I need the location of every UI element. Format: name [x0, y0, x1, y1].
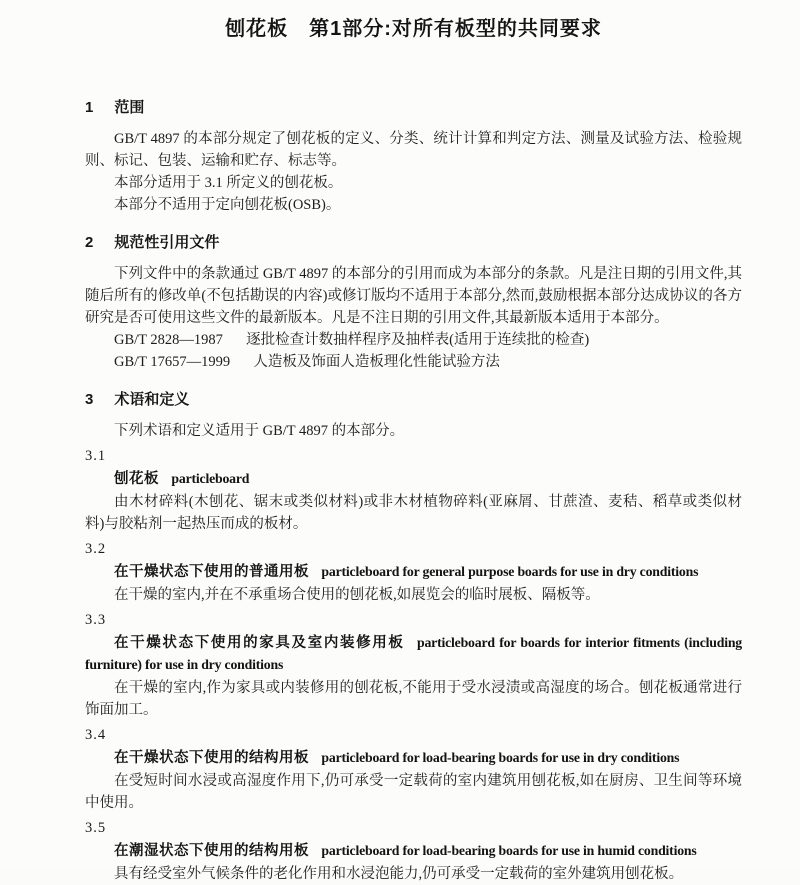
term-definition: 在受短时间水浸或高湿度作用下,仍可承受一定载荷的室内建筑用刨花板,如在厨房、卫生间等环境中使用。 — [85, 773, 742, 811]
term-heading — [85, 632, 742, 676]
term-entry-3-5 — [85, 817, 742, 885]
scope-paragraph-2: 本部分适用于 3.1 所定义的刨花板。 — [114, 175, 343, 191]
section-1-heading — [85, 97, 742, 119]
terms-intro-paragraph: 下列术语和定义适用于 GB/T 4897 的本部分。 — [114, 423, 405, 439]
scope-paragraph-1: GB/T 4897 的本部分规定了刨花板的定义、分类、统计计算和判定方法、测量及试验方法、检验规则、标记、包装、运输和贮存、标志等。 — [85, 131, 742, 169]
term-number: 3.1 — [85, 448, 107, 464]
term-heading — [85, 840, 742, 862]
references-intro-paragraph: 下列文件中的条款通过 GB/T 4897 的本部分的引用而成为本部分的条款。凡是注日期的引用文件,其随后所有的修改单(不包括勘误的内容)或修订版均不适用于本部分,然而,鼓励根据本部分达成协议的各方研究是否可使用这些文件的最新版本。凡是不注日期的引用文件,其最新版本适用于本部分。 — [85, 266, 742, 326]
reference-item — [85, 329, 742, 351]
term-number: 3.3 — [85, 612, 107, 628]
term-heading — [85, 468, 742, 490]
term-number: 3.4 — [85, 727, 107, 743]
term-definition: 具有经受室外气候条件的老化作用和水浸泡能力,仍可承受一定载荷的室外建筑用刨花板。 — [114, 866, 684, 882]
reference-code: GB/T 17657—1999 — [114, 354, 231, 370]
term-number: 3.5 — [85, 820, 107, 836]
section-scope — [85, 97, 742, 216]
term-name-zh: 在干燥状态下使用的结构用板 — [114, 750, 309, 766]
scope-paragraph-3: 本部分不适用于定向刨花板(OSB)。 — [114, 197, 341, 213]
section-1-title: 范围 — [114, 99, 145, 116]
term-entry-3-2 — [85, 538, 742, 606]
section-1-number: 1 — [85, 99, 94, 116]
term-name-zh: 在干燥状态下使用的家具及室内装修用板 — [114, 635, 405, 651]
section-2-number: 2 — [85, 234, 94, 251]
term-name-en: particleboard — [171, 471, 250, 486]
section-3-title: 术语和定义 — [114, 391, 190, 408]
term-entry-3-3 — [85, 609, 742, 721]
term-name-en: particleboard for boards for interior fitments (including furniture) for use in dry conditions — [85, 635, 742, 672]
term-heading — [85, 561, 742, 583]
section-3-number: 3 — [85, 391, 94, 408]
reference-code: GB/T 2828—1987 — [114, 332, 223, 348]
term-name-en: particleboard for load-bearing boards for use in humid conditions — [321, 843, 697, 858]
term-definition: 由木材碎料(木刨花、锯末或类似材料)或非木材植物碎料(亚麻屑、甘蔗渣、麦秸、稻草或类似材料)与胶粘剂一起热压而成的板材。 — [85, 494, 742, 532]
reference-title: 逐批检查计数抽样程序及抽样表(适用于连续批的检查) — [246, 332, 590, 348]
term-heading — [85, 747, 742, 769]
term-name-zh: 在干燥状态下使用的普通用板 — [114, 564, 309, 580]
reference-item — [85, 351, 742, 373]
term-entry-3-4 — [85, 724, 742, 814]
section-2-heading — [85, 232, 742, 254]
term-name-en: particleboard for general purpose boards for use in dry conditions — [321, 564, 699, 579]
term-number: 3.2 — [85, 541, 107, 557]
term-entry-3-1 — [85, 445, 742, 535]
term-name-zh: 刨花板 — [114, 471, 159, 487]
term-name-zh: 在潮湿状态下使用的结构用板 — [114, 843, 309, 859]
section-terms-definitions — [85, 389, 742, 885]
section-2-title: 规范性引用文件 — [114, 234, 220, 251]
reference-title: 人造板及饰面人造板理化性能试验方法 — [253, 354, 500, 370]
term-definition: 在干燥的室内,并在不承重场合使用的刨花板,如展览会的临时展板、隔板等。 — [114, 587, 600, 603]
section-3-heading — [85, 389, 742, 411]
term-definition: 在干燥的室内,作为家具或内装修用的刨花板,不能用于受水浸渍或高湿度的场合。刨花板通常进行饰面加工。 — [85, 680, 742, 718]
term-name-en: particleboard for load-bearing boards for use in dry conditions — [321, 750, 680, 765]
section-normative-references — [85, 232, 742, 373]
document-title: 刨花板 第1部分:对所有板型的共同要求 — [225, 18, 602, 40]
